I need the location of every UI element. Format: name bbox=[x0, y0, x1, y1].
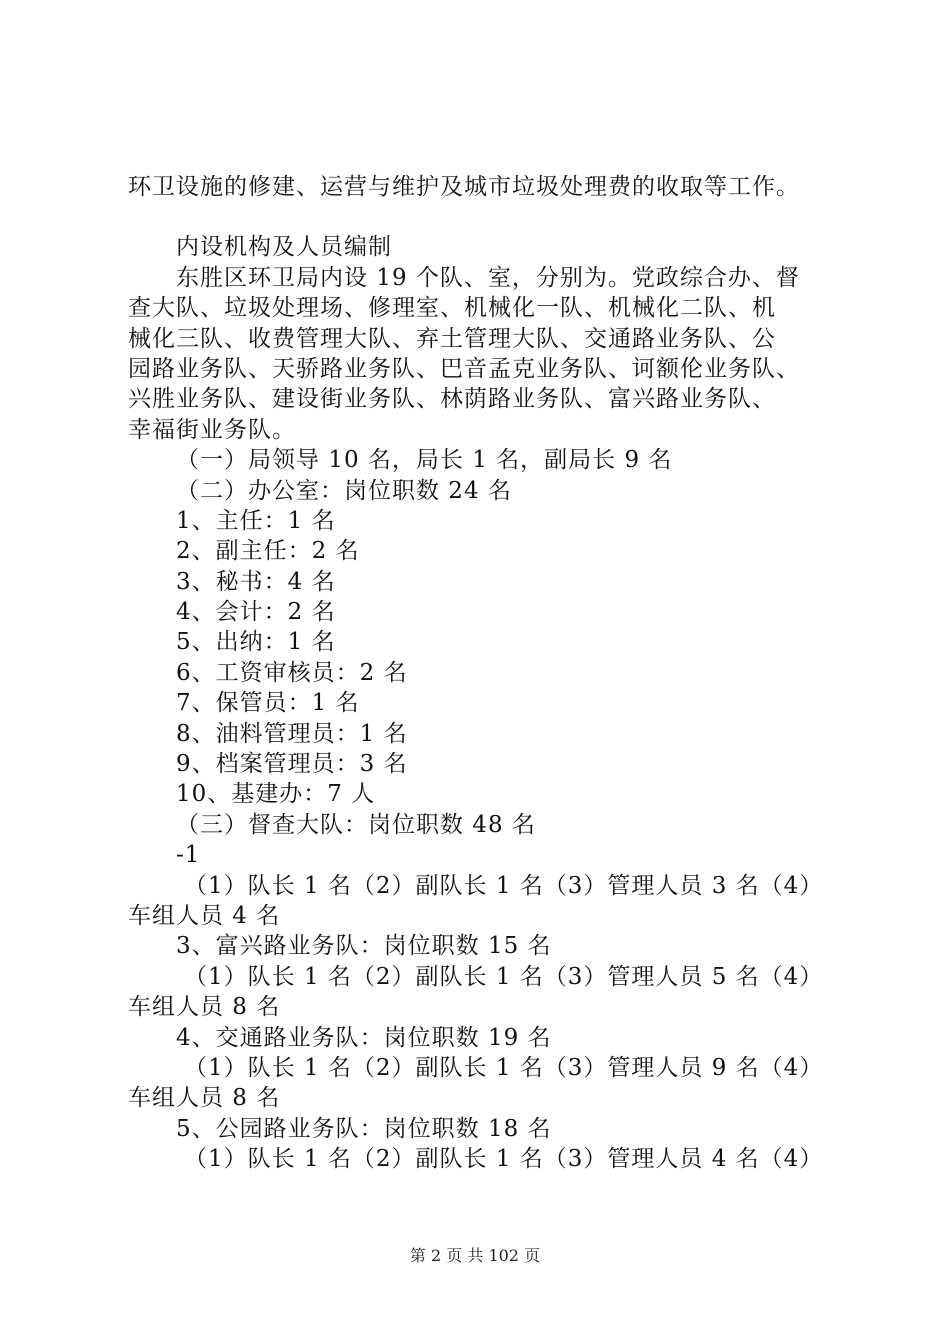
subsection-office: （二）办公室：岗位职数 24 名 bbox=[176, 477, 512, 504]
office-item: 3、秘书：4 名 bbox=[176, 568, 336, 595]
office-item: 9、档案管理员：3 名 bbox=[176, 751, 408, 778]
team-detail-continued: 车组人员 8 名 bbox=[128, 1085, 281, 1112]
document-body bbox=[128, 172, 848, 1175]
intro-line: 环卫设施的修建、运营与维护及城市垃圾处理费的收取等工作。 bbox=[128, 174, 800, 200]
page-number: 第 2 页 共 102 页 bbox=[409, 1246, 541, 1265]
office-item: 4、会计：2 名 bbox=[176, 599, 336, 626]
paragraph-line: 幸福街业务队。 bbox=[128, 416, 296, 443]
office-item: 5、出纳：1 名 bbox=[176, 629, 336, 656]
office-item: 1、主任：1 名 bbox=[176, 507, 336, 534]
paragraph-line: 东胜区环卫局内设 19 个队、室，分别为。党政综合办、督 bbox=[176, 264, 800, 291]
team-heading: 3、富兴路业务队：岗位职数 15 名 bbox=[176, 933, 552, 960]
subsection-inspection: （三）督查大队：岗位职数 48 名 bbox=[176, 811, 536, 838]
office-item: 7、保管员：1 名 bbox=[176, 690, 360, 717]
paragraph-line: 兴胜业务队、建设街业务队、林荫路业务队、富兴路业务队、 bbox=[128, 386, 776, 413]
team-heading: 4、交通路业务队：岗位职数 19 名 bbox=[176, 1024, 552, 1051]
paragraph-gap bbox=[128, 202, 848, 232]
office-item: 10、基建办：7 人 bbox=[176, 781, 376, 808]
team-detail: （1）队长 1 名（2）副队长 1 名（3）管理人员 9 名（4） bbox=[184, 1054, 824, 1081]
office-item: 2、副主任：2 名 bbox=[176, 538, 360, 565]
office-item: 6、工资审核员：2 名 bbox=[176, 659, 408, 686]
team-heading: 5、公园路业务队：岗位职数 18 名 bbox=[176, 1115, 552, 1142]
paragraph-line: 园路业务队、天骄路业务队、巴音孟克业务队、诃额伦业务队、 bbox=[128, 355, 800, 382]
paragraph-line: 查大队、垃圾处理场、修理室、机械化一队、机械化二队、机 bbox=[128, 295, 776, 322]
team-detail: （1）队长 1 名（2）副队长 1 名（3）管理人员 4 名（4） bbox=[184, 1146, 824, 1173]
team-detail: （1）队长 1 名（2）副队长 1 名（3）管理人员 5 名（4） bbox=[184, 963, 824, 990]
section-heading: 内设机构及人员编制 bbox=[176, 234, 392, 261]
paragraph-line: 械化三队、收费管理大队、弃土管理大队、交通路业务队、公 bbox=[128, 325, 776, 352]
team-detail-continued: 车组人员 4 名 bbox=[128, 902, 281, 929]
team-detail: （1）队长 1 名（2）副队长 1 名（3）管理人员 3 名（4） bbox=[184, 872, 824, 899]
subsection-leadership: （一）局领导 10 名，局长 1 名，副局长 9 名 bbox=[176, 447, 673, 474]
office-item: 8、油料管理员：1 名 bbox=[176, 720, 408, 747]
team-detail-continued: 车组人员 8 名 bbox=[128, 994, 281, 1021]
list-marker: -1 bbox=[176, 842, 201, 869]
